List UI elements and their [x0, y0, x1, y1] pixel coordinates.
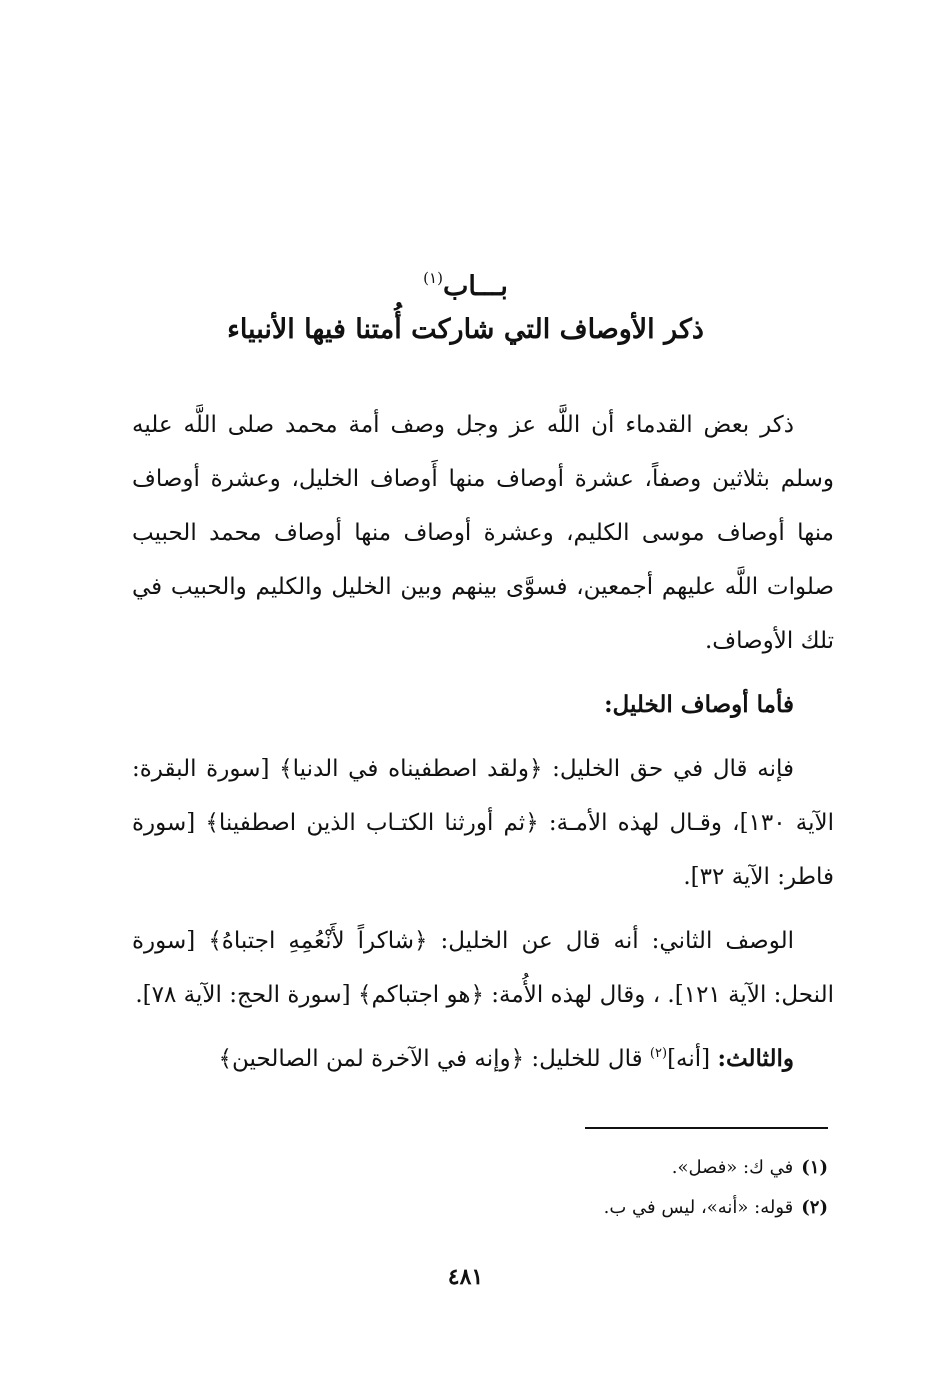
section-subheading: فأما أوصاف الخليل: — [604, 691, 794, 718]
footnote-2-text: قوله: «أنه»، ليس في ب. — [603, 1197, 794, 1218]
page-number: ٤٨١ — [447, 1264, 484, 1290]
third-rest: قال للخليل: ﴿وإنه في الآخرة لمن الصالحين﴾ — [218, 1046, 643, 1072]
third-footnote-marker: (٢) — [649, 1046, 668, 1061]
third-bracket: [أنه] — [667, 1046, 711, 1072]
chapter-label-text: بـــاب — [442, 271, 508, 302]
third-description-paragraph — [132, 1032, 834, 1086]
footnote-1 — [128, 1148, 828, 1188]
intro-paragraph: ذكر بعض القدماء أن اللَّه عز وجل وصف أمة محمد صلى اللَّه عليه وسلم بثلاثين وصفاً، عشرة أوصاف منها أَوصاف الخليل، وعشرة أوصاف منها أوصاف موسى الكليم، وعشرة أوصاف منها أوصاف محمد الحبيب صلوات اللَّه عليهم أجمعين، فسوَّى بينهم وبين الخليل والكليم والحبيب في تلك الأوصاف. — [132, 412, 834, 654]
footnote-divider — [585, 1127, 828, 1129]
footnote-2 — [128, 1188, 828, 1228]
chapter-label — [0, 258, 931, 307]
footnote-1-number: (١) — [801, 1157, 828, 1178]
footnote-2-number: (٢) — [801, 1197, 828, 1218]
body-text — [132, 398, 834, 1096]
first-description-paragraph: فإنه قال في حق الخليل: ﴿ولقد اصطفيناه في الدنيا﴾ [سورة البقرة: الآية ١٣٠]، وقـال لهذه الأمـة: ﴿ثم أورثنا الكتـاب الذين اصطفينا﴾ [سورة فاطر: الآية ٣٢]. — [132, 756, 834, 890]
chapter-title: ذكر الأوصاف التي شاركت أُمتنا فيها الأنبياء — [227, 314, 704, 345]
footnote-1-text: في ك: «فصل». — [671, 1157, 794, 1178]
second-description-paragraph: الوصف الثاني: أنه قال عن الخليل: ﴿شاكراً لأَنْعُمِهِ اجتباهُ﴾ [سورة النحل: الآية ١٢١]. ، وقال لهذه الأُمة: ﴿هو اجتباكم﴾ [سورة الحج: الآية ٧٨]. — [132, 928, 834, 1008]
footnotes — [128, 1148, 828, 1228]
chapter-footnote-marker: (١) — [423, 269, 443, 287]
third-lead: والثالث: — [717, 1045, 794, 1072]
